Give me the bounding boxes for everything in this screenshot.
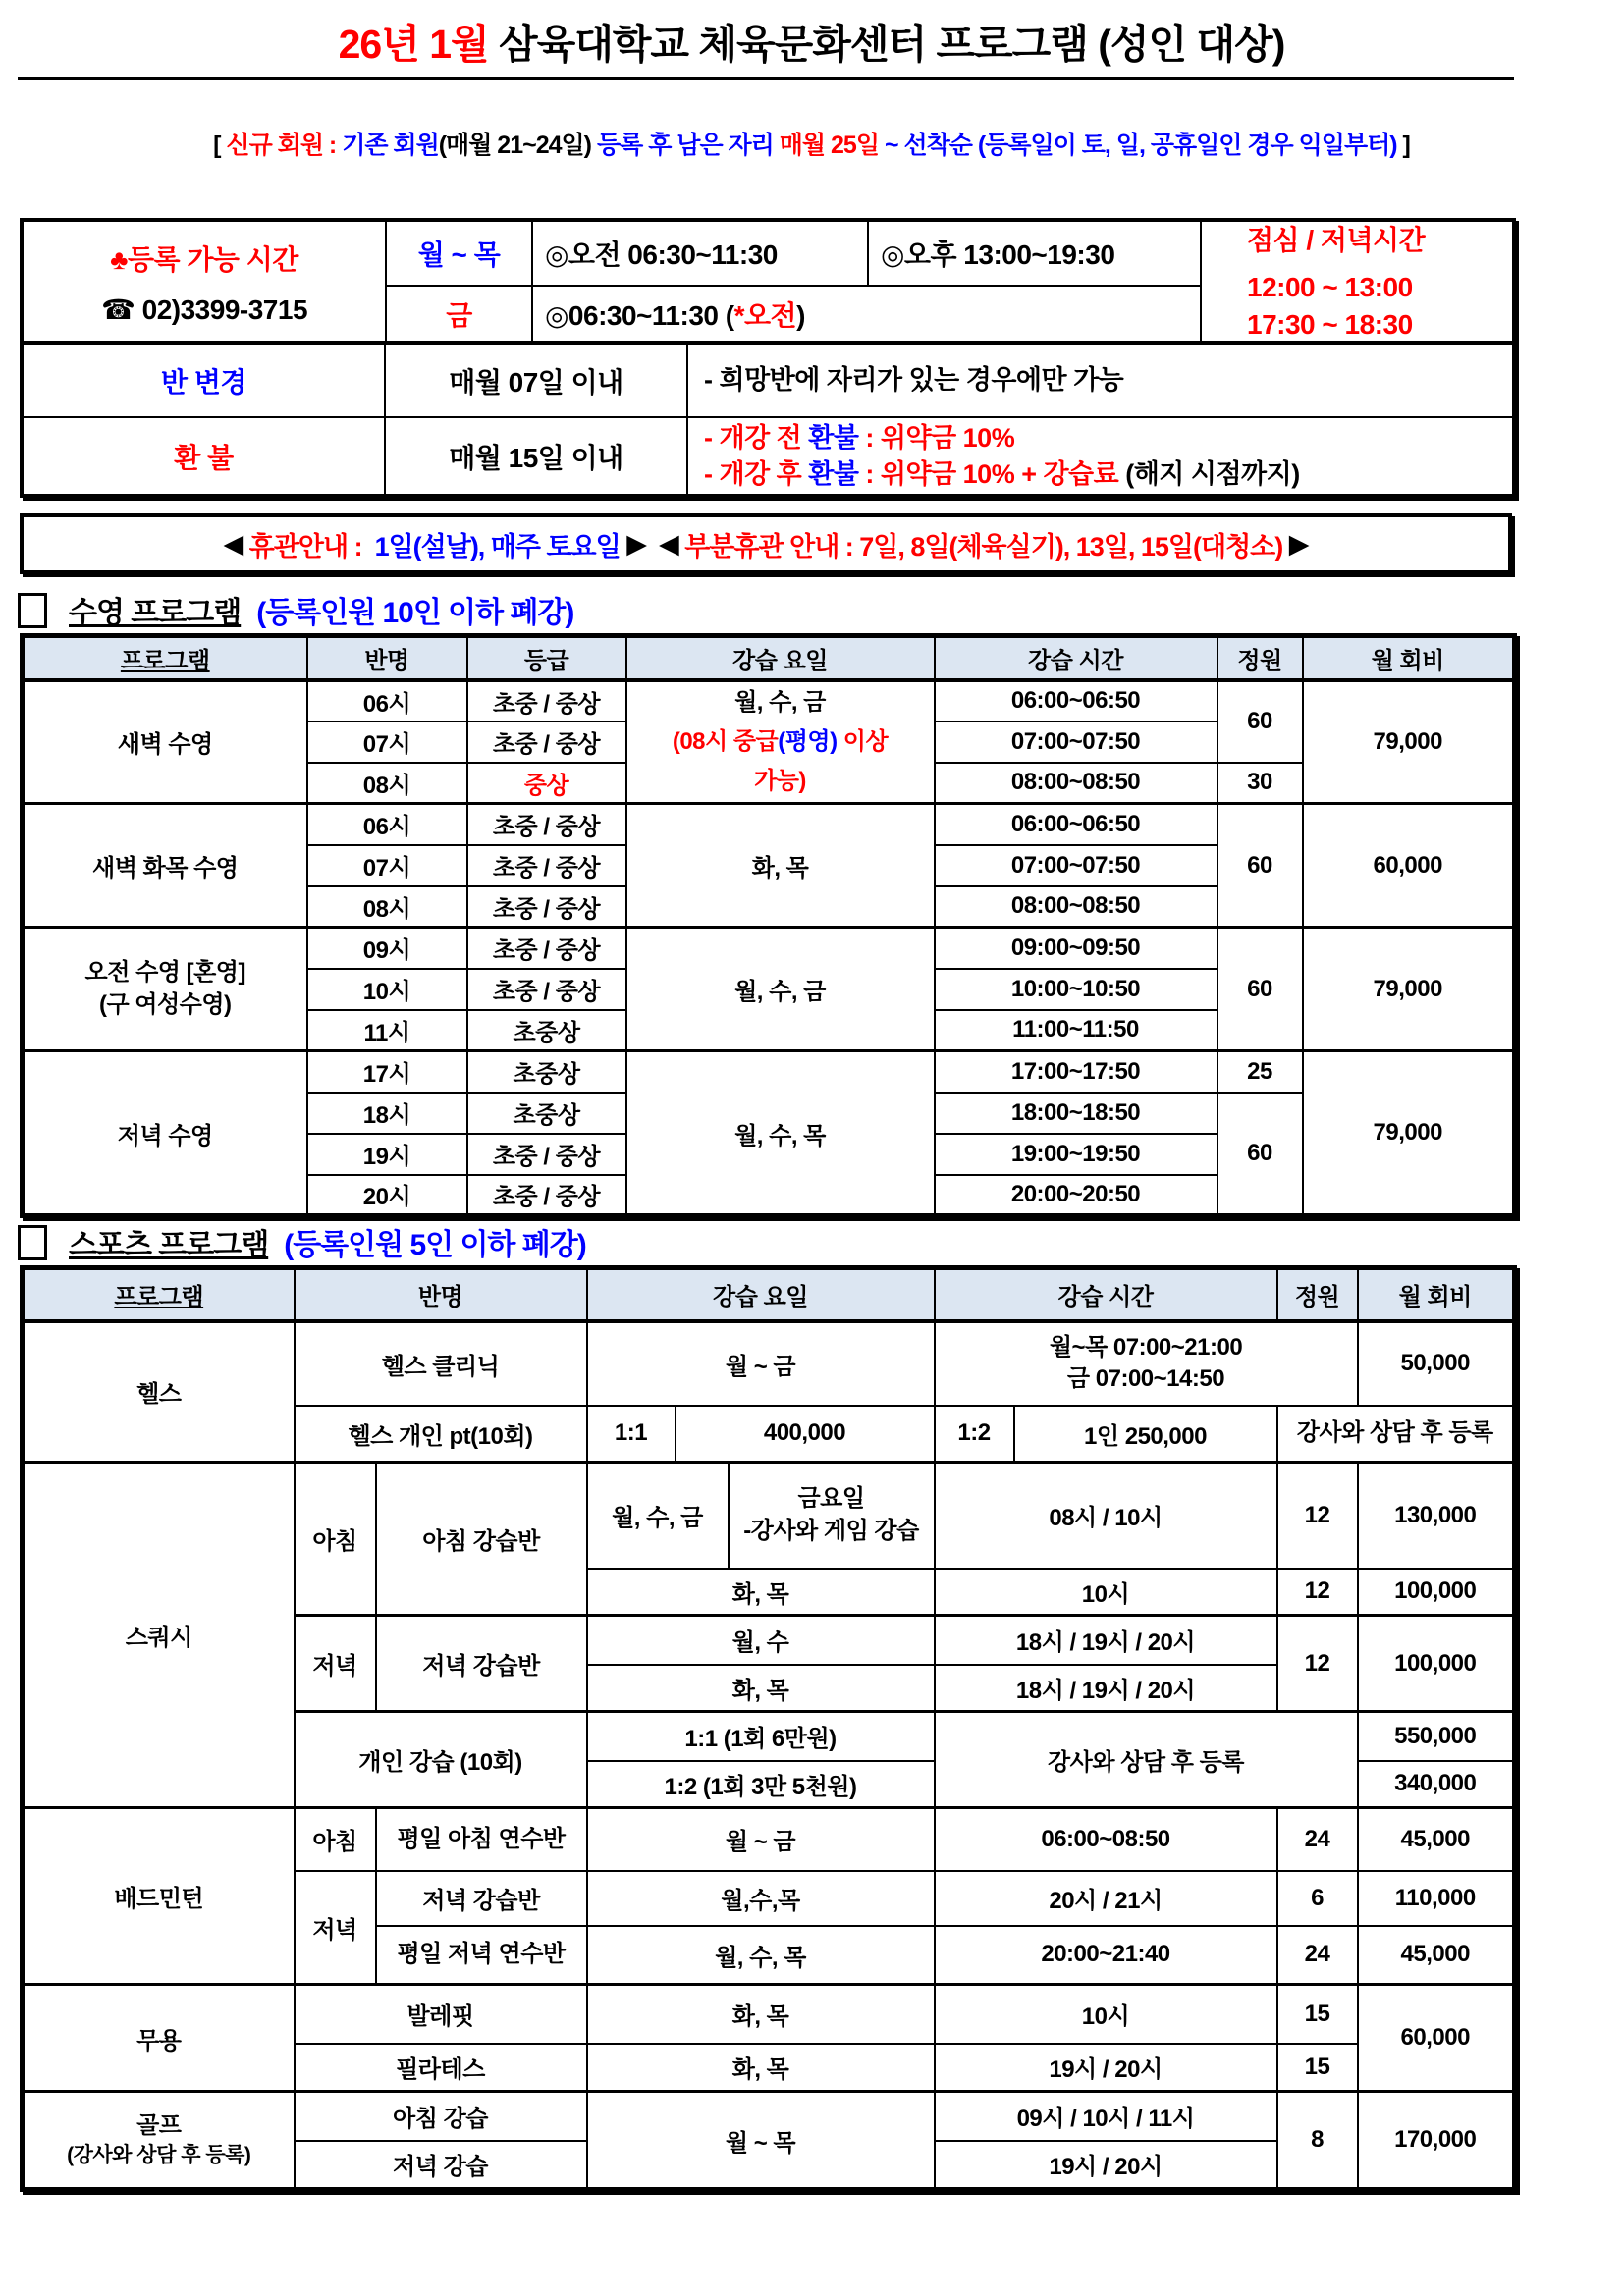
cell-time: 18:00~18:50 <box>935 1093 1217 1134</box>
title-month: 26년 1월 <box>338 22 489 67</box>
sports-section-heading <box>18 1220 586 1263</box>
time-line2: 금 07:00~14:50 <box>1066 1365 1225 1392</box>
cell-class: 헬스 클리닉 <box>295 1321 587 1406</box>
cell-friday-hours <box>532 286 1201 346</box>
cell-fee: 100,000 <box>1358 1569 1515 1616</box>
phone-number: ☎ 02)3399-3715 <box>100 294 308 326</box>
col-header-capacity: 정원 <box>1217 636 1303 680</box>
cell-fee: 45,000 <box>1358 1808 1515 1871</box>
cell-time: 11:00~11:50 <box>935 1010 1217 1051</box>
cell-capacity: 12 <box>1277 1569 1358 1616</box>
cell-time: 10시 <box>935 1985 1277 2044</box>
cell-days: 월 ~ 금 <box>587 1321 935 1406</box>
col-header-time: 강습 시간 <box>935 636 1217 680</box>
cell-class: 06시 <box>307 680 467 721</box>
refund-word1: 환불 <box>808 423 859 454</box>
col-header-program <box>23 1268 295 1321</box>
cell-class: 10시 <box>307 969 467 1010</box>
cell-days: 월, 수 <box>587 1616 935 1665</box>
time-line1: 월~목 07:00~21:00 <box>1049 1333 1243 1361</box>
cell-days: 월, 수, 목 <box>626 1051 935 1216</box>
cell-class: 07시 <box>307 721 467 763</box>
cell-fee: 79,000 <box>1303 1051 1515 1216</box>
cell-refund-detail <box>687 417 1514 496</box>
cell-class: 평일 저녁 연수반 <box>376 1926 587 1985</box>
registration-hours-table <box>20 218 1516 347</box>
cell-days: 화, 목 <box>587 1569 935 1616</box>
cell-level: 초중 / 중상 <box>467 969 626 1010</box>
cell-days: 월, 수, 금 <box>587 1463 729 1569</box>
checkbox-icon <box>18 1225 47 1260</box>
meal-title: 점심 / 저녁시간 <box>1247 225 1426 255</box>
friday-hours-close: ) <box>796 300 805 332</box>
cell-capacity: 12 <box>1277 1463 1358 1569</box>
cell-consult-note: 강사와 상담 후 등록 <box>935 1712 1358 1808</box>
cell-days: 월, 수, 목 <box>587 1926 935 1985</box>
cell-time: 08시 / 10시 <box>935 1463 1277 1569</box>
cell-fee: 60,000 <box>1303 804 1515 928</box>
cell-class: 발레핏 <box>295 1985 587 2044</box>
cell-class: 08시 <box>307 763 467 804</box>
cell-morning-hours: ◎오전 06:30~11:30 <box>532 220 868 286</box>
cell-class: 06시 <box>307 804 467 845</box>
cell-time: 06:00~06:50 <box>935 804 1217 845</box>
days-note-c: 이상 <box>837 727 889 755</box>
cell-registration-label <box>22 220 386 345</box>
cell-time: 07:00~07:50 <box>935 845 1217 886</box>
cell-refund-period: 매월 15일 이내 <box>385 417 687 496</box>
cell-fee: 79,000 <box>1303 928 1515 1051</box>
left-arrow-icon: ◀ <box>659 528 685 559</box>
cell-subgroup: 저녁 <box>295 1871 376 1985</box>
cell-class: 아침 강습반 <box>376 1463 587 1616</box>
right-arrow-icon: ▶ <box>1282 528 1309 559</box>
cell-class: 평일 아침 연수반 <box>376 1808 587 1871</box>
cell-program: 새벽 화목 수영 <box>23 804 307 928</box>
days-note-b: (평영) <box>778 727 838 755</box>
cell-level: 초중 / 중상 <box>467 845 626 886</box>
cell-fee: 50,000 <box>1358 1321 1515 1406</box>
cell-time: 19시 / 20시 <box>935 2044 1277 2092</box>
cell-capacity: 25 <box>1217 1051 1303 1093</box>
program-name-line2: (강사와 상담 후 등록) <box>67 2144 251 2167</box>
days-line2 <box>627 722 934 762</box>
cell-class: 저녁 강습반 <box>376 1871 587 1926</box>
cell-days-fri: 금 <box>386 286 532 346</box>
cell-class: 09시 <box>307 928 467 969</box>
cell-fee: 130,000 <box>1358 1463 1515 1569</box>
cell-level: 초중 / 중상 <box>467 886 626 928</box>
page-title <box>0 12 1623 70</box>
cell-capacity: 30 <box>1217 763 1303 804</box>
cell-price-option: 1:2 (1회 3만 5천원) <box>587 1761 935 1808</box>
notice-bracket-open: [ <box>213 132 227 159</box>
notice-weekend-rule: (등록일이 토, 일, 공휴일인 경우 익일부터) <box>977 132 1397 159</box>
notice-existing-member: 기존 회원 <box>342 132 439 159</box>
col-header-fee: 월 회비 <box>1303 636 1515 680</box>
left-arrow-icon: ◀ <box>223 528 249 559</box>
notice-day25: 매월 25일 <box>779 132 879 159</box>
closed-label: 휴관안내 : <box>248 531 375 561</box>
cell-capacity: 60 <box>1217 928 1303 1051</box>
refund-line1 <box>704 420 1512 455</box>
sports-program-table <box>20 1265 1517 2192</box>
cell-class: 헬스 개인 pt(10회) <box>295 1406 587 1463</box>
cell-level: 중상 <box>467 763 626 804</box>
notice-bracket-close: ] <box>1396 132 1410 159</box>
checkbox-icon <box>18 593 47 628</box>
refund-after: - 개강 후 <box>704 458 809 489</box>
cell-program: 무용 <box>23 1985 295 2092</box>
col-header-time: 강습 시간 <box>935 1268 1277 1321</box>
cell-time: 10시 <box>935 1569 1277 1616</box>
cell-time: 20:00~21:40 <box>935 1926 1277 1985</box>
cell-level: 초중상 <box>467 1051 626 1093</box>
dinner-hours: 17:30 ~ 18:30 <box>1247 308 1413 340</box>
col-header-class: 반명 <box>307 636 467 680</box>
cell-time: 06:00~08:50 <box>935 1808 1277 1871</box>
cell-days: 화, 목 <box>587 2044 935 2092</box>
cell-level: 초중 / 중상 <box>467 680 626 721</box>
col-header-level: 등급 <box>467 636 626 680</box>
right-arrow-icon: ▶ <box>620 528 660 559</box>
cell-fee: 340,000 <box>1358 1761 1515 1808</box>
cell-time <box>935 1321 1358 1406</box>
policy-table <box>20 341 1516 498</box>
cell-subgroup: 저녁 <box>295 1616 376 1712</box>
notice-new-member: 신규 회원 : <box>226 132 343 159</box>
notice-period: (매월 21~24일) <box>438 132 591 159</box>
col-header-program <box>23 636 307 680</box>
cell-capacity: 15 <box>1277 2044 1358 2092</box>
cell-days: 월 ~ 목 <box>587 2092 935 2190</box>
cell-level: 초중 / 중상 <box>467 928 626 969</box>
cell-days-mon-thu: 월 ~ 목 <box>386 220 532 286</box>
cell-fee: 79,000 <box>1303 680 1515 804</box>
cell-ratio: 1:2 <box>935 1406 1014 1463</box>
cell-time: 18시 / 19시 / 20시 <box>935 1665 1277 1712</box>
cell-level: 초중 / 중상 <box>467 1134 626 1175</box>
refund-word2: 환불 <box>808 458 859 489</box>
cell-capacity: 60 <box>1217 1093 1303 1216</box>
cell-program: 저녁 수영 <box>23 1051 307 1216</box>
cell-price-option: 1:1 (1회 6만원) <box>587 1712 935 1761</box>
swim-heading-note: (등록인원 10인 이하 폐강) <box>256 597 574 629</box>
cell-class: 아침 강습 <box>295 2092 587 2141</box>
cell-capacity: 24 <box>1277 1926 1358 1985</box>
cell-fee: 550,000 <box>1358 1712 1515 1761</box>
title-main: 삼육대학교 체육문화센터 프로그램 (성인 대상) <box>488 22 1285 67</box>
cell-time: 17:00~17:50 <box>935 1051 1217 1093</box>
cell-class: 07시 <box>307 845 467 886</box>
cell-ratio: 1:1 <box>587 1406 676 1463</box>
cell-days: 화, 목 <box>587 1665 935 1712</box>
cell-time: 09시 / 10시 / 11시 <box>935 2092 1277 2141</box>
cell-meal-hours <box>1201 220 1514 345</box>
cell-fee: 170,000 <box>1358 2092 1515 2190</box>
partial-closed-days: 부분휴관 안내 : 7일, 8일(체육실기), 13일, 15일(대청소) <box>684 531 1283 561</box>
cell-fee: 100,000 <box>1358 1616 1515 1712</box>
cell-afternoon-hours: ◎오후 13:00~19:30 <box>868 220 1201 286</box>
cell-time: 19:00~19:50 <box>935 1134 1217 1175</box>
cell-time: 08:00~08:50 <box>935 886 1217 928</box>
notice-first-come: ~ 선착순 <box>879 132 978 159</box>
program-name-line1: 골프 <box>136 2111 182 2139</box>
cell-class: 저녁 강습 <box>295 2141 587 2190</box>
sports-heading-note: (등록인원 5인 이하 폐강) <box>284 1229 586 1261</box>
notice-middle: 등록 후 남은 자리 <box>591 132 780 159</box>
cell-days: 화, 목 <box>626 804 935 928</box>
col-header-days: 강습 요일 <box>626 636 935 680</box>
holiday-notice-bar <box>20 513 1512 574</box>
cell-class: 필라테스 <box>295 2044 587 2092</box>
cell-level: 초중 / 중상 <box>467 804 626 845</box>
cell-class: 개인 강습 (10회) <box>295 1712 587 1808</box>
cell-capacity: 24 <box>1277 1808 1358 1871</box>
cell-program <box>23 2092 295 2190</box>
cell-price: 400,000 <box>676 1406 935 1463</box>
refund-before: - 개강 전 <box>704 423 809 454</box>
cell-price: 1인 250,000 <box>1014 1406 1277 1463</box>
cell-change-label: 반 변경 <box>22 343 385 417</box>
swim-program-table <box>20 633 1517 1218</box>
cell-level: 초중상 <box>467 1010 626 1051</box>
refund-until: (해지 시점까지) <box>1118 458 1300 489</box>
cell-days-note <box>729 1463 935 1569</box>
cell-fee: 110,000 <box>1358 1871 1515 1926</box>
new-member-notice <box>0 126 1623 161</box>
cell-refund-label: 환 불 <box>22 417 385 496</box>
cell-class: 17시 <box>307 1051 467 1093</box>
cell-class: 11시 <box>307 1010 467 1051</box>
cell-time: 07:00~07:50 <box>935 721 1217 763</box>
cell-days <box>626 680 935 804</box>
registration-label: ♣등록 가능 시간 <box>110 244 298 276</box>
cell-class: 19시 <box>307 1134 467 1175</box>
cell-program: 헬스 <box>23 1321 295 1463</box>
cell-capacity: 6 <box>1277 1871 1358 1926</box>
days-note-line2: -강사와 게임 강습 <box>743 1517 919 1544</box>
header-program-label: 프로그램 <box>114 1284 204 1311</box>
friday-morning-emphasis: *오전 <box>733 300 797 332</box>
cell-program <box>23 928 307 1051</box>
col-header-days: 강습 요일 <box>587 1268 935 1321</box>
swim-section-heading <box>18 588 573 631</box>
cell-time: 06:00~06:50 <box>935 680 1217 721</box>
col-header-class: 반명 <box>295 1268 587 1321</box>
cell-consult-note: 강사와 상담 후 등록 <box>1277 1406 1515 1463</box>
cell-class: 08시 <box>307 886 467 928</box>
cell-change-detail: - 희망반에 자리가 있는 경우에만 가능 <box>687 343 1514 417</box>
cell-change-period: 매월 07일 이내 <box>385 343 687 417</box>
refund-line2 <box>704 456 1512 492</box>
cell-days: 월 ~ 금 <box>587 1808 935 1871</box>
cell-capacity: 12 <box>1277 1616 1358 1712</box>
cell-time: 18시 / 19시 / 20시 <box>935 1616 1277 1665</box>
cell-capacity: 60 <box>1217 680 1303 763</box>
cell-time: 09:00~09:50 <box>935 928 1217 969</box>
cell-program: 새벽 수영 <box>23 680 307 804</box>
cell-level: 초중상 <box>467 1093 626 1134</box>
cell-capacity: 15 <box>1277 1985 1358 2044</box>
col-header-capacity: 정원 <box>1277 1268 1358 1321</box>
refund-penalty1: : 위약금 10% <box>858 423 1015 454</box>
title-underline <box>18 77 1514 80</box>
program-name-line2: (구 여성수영) <box>98 990 232 1018</box>
cell-time: 19시 / 20시 <box>935 2141 1277 2190</box>
cell-class: 20시 <box>307 1175 467 1216</box>
cell-class: 18시 <box>307 1093 467 1134</box>
cell-program: 스쿼시 <box>23 1463 295 1808</box>
cell-level: 초중 / 중상 <box>467 1175 626 1216</box>
swim-heading-text: 수영 프로그램 <box>69 597 242 629</box>
cell-time: 20:00~20:50 <box>935 1175 1217 1216</box>
lunch-hours: 12:00 ~ 13:00 <box>1247 271 1413 302</box>
days-note-line1: 금요일 <box>797 1485 865 1513</box>
sports-heading-text: 스포츠 프로그램 <box>69 1229 269 1261</box>
cell-fee: 60,000 <box>1358 1985 1515 2092</box>
cell-program: 배드민턴 <box>23 1808 295 1985</box>
friday-hours-text: ◎06:30~11:30 ( <box>545 300 734 332</box>
cell-level: 초중 / 중상 <box>467 721 626 763</box>
cell-class: 저녁 강습반 <box>376 1616 587 1712</box>
cell-capacity: 8 <box>1277 2092 1358 2190</box>
col-header-fee: 월 회비 <box>1358 1268 1515 1321</box>
refund-penalty2: : 위약금 10% + 강습료 <box>858 458 1119 489</box>
cell-capacity: 60 <box>1217 804 1303 928</box>
cell-subgroup: 아침 <box>295 1463 376 1616</box>
cell-time: 08:00~08:50 <box>935 763 1217 804</box>
cell-days: 월, 수, 금 <box>626 928 935 1051</box>
closed-days: 1일(설날), 매주 토요일 <box>374 531 621 561</box>
cell-days: 화, 목 <box>587 1985 935 2044</box>
program-name-line1: 오전 수영 [혼영] <box>84 959 245 987</box>
cell-subgroup: 아침 <box>295 1808 376 1871</box>
days-note-a: (08시 중급 <box>672 727 779 755</box>
cell-fee: 45,000 <box>1358 1926 1515 1985</box>
days-line1: 월, 수, 금 <box>734 688 826 716</box>
cell-days: 월,수,목 <box>587 1871 935 1926</box>
days-line3: 가능) <box>754 767 806 794</box>
header-program-label: 프로그램 <box>120 647 210 674</box>
cell-time: 10:00~10:50 <box>935 969 1217 1010</box>
cell-time: 20시 / 21시 <box>935 1871 1277 1926</box>
